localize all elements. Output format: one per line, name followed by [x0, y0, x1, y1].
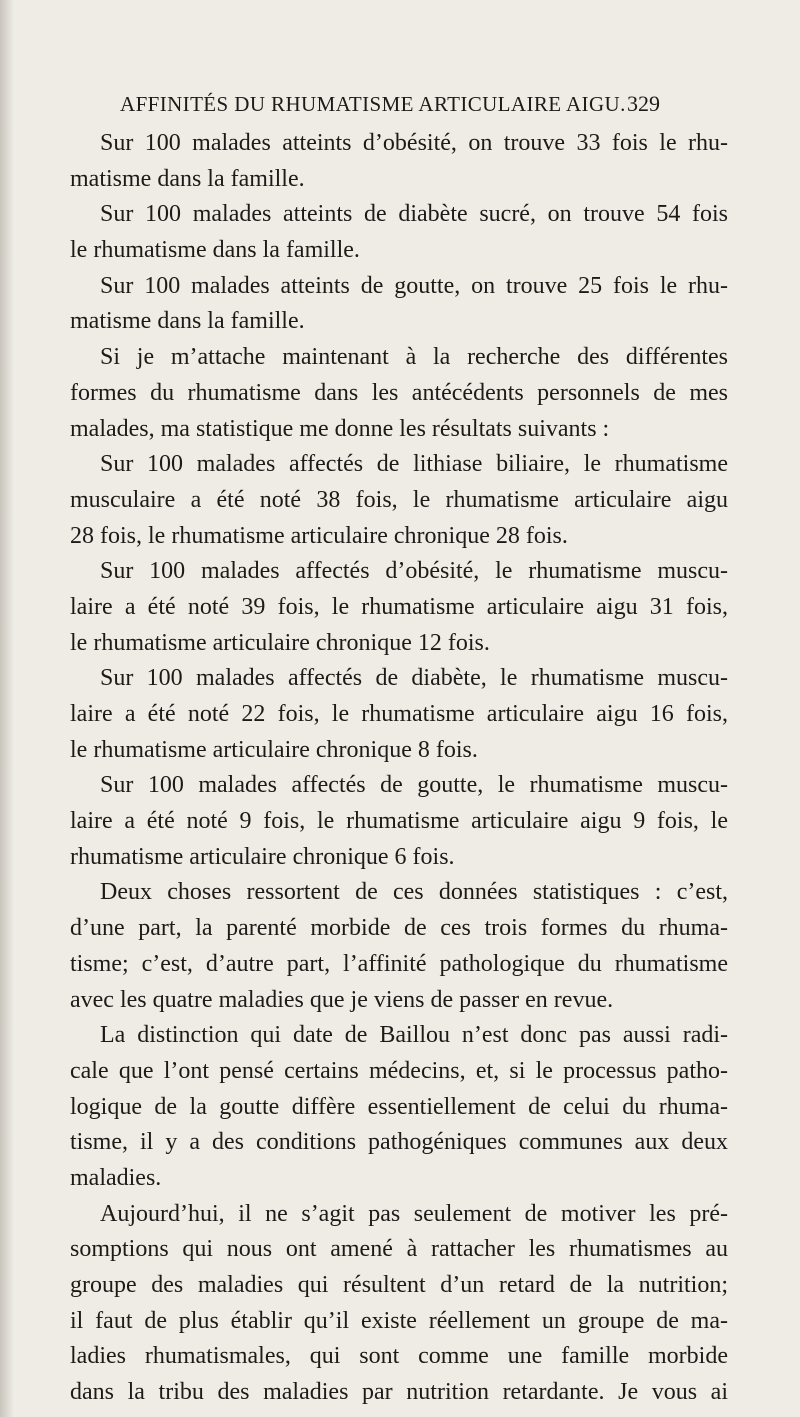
text-line: formes du rhumatisme dans les antécédents personnels de mes — [70, 379, 728, 406]
text-line: d’une part, la parenté morbide de ces trois formes du rhuma- — [70, 915, 728, 942]
text-line: le rhumatisme dans la famille. — [70, 237, 360, 264]
page-header — [120, 92, 660, 122]
text-line: laire a été noté 39 fois, le rhumatisme articulaire aigu 31 fois, — [70, 593, 728, 620]
text-line: Aujourd’hui, il ne s’agit pas seulement de motiver les pré- — [100, 1200, 728, 1227]
text-line: il faut de plus établir qu’il existe réellement un groupe de ma- — [70, 1307, 728, 1334]
text-line: Sur 100 malades affectés de lithiase biliaire, le rhumatisme — [100, 451, 728, 478]
text-line: La distinction qui date de Baillou n’est donc pas aussi radi- — [100, 1022, 728, 1049]
text-line: Sur 100 malades affectés de goutte, le rhumatisme muscu- — [100, 772, 728, 799]
text-line: tisme; c’est, d’autre part, l’affinité pathologique du rhumatisme — [70, 950, 728, 977]
text-line: Sur 100 malades affectés de diabète, le rhumatisme muscu- — [100, 665, 728, 692]
text-line: Deux choses ressortent de ces données statistiques : c’est, — [100, 879, 728, 906]
text-line: ladies rhumatismales, qui sont comme une famille morbide — [70, 1343, 728, 1370]
page-number: 329 — [627, 91, 660, 116]
text-line: Sur 100 malades atteints de goutte, on trouve 25 fois le rhu- — [100, 272, 728, 299]
text-line: malades, ma statistique me donne les résultats suivants : — [70, 415, 610, 442]
text-line: matisme dans la famille. — [70, 308, 305, 335]
text-line: Sur 100 malades atteints d’obésité, on trouve 33 fois le rhu- — [100, 130, 728, 156]
text-line: groupe des maladies qui résultent d’un retard de la nutrition; — [70, 1272, 728, 1298]
text-line: 28 fois, le rhumatisme articulaire chronique 28 fois. — [70, 522, 568, 549]
text-line: Sur 100 malades affectés d’obésité, le rhumatisme muscu- — [100, 558, 728, 585]
text-line: rhumatisme articulaire chronique 6 fois. — [70, 843, 455, 870]
page-body-text — [70, 126, 728, 1411]
text-line: Si je m’attache maintenant à la recherche des différentes — [100, 344, 728, 371]
text-line: Sur 100 malades atteints de diabète sucré, on trouve 54 fois — [100, 201, 728, 228]
text-line: tisme, il y a des conditions pathogéniques communes aux deux — [70, 1129, 728, 1156]
text-line: maladies. — [70, 1164, 162, 1191]
text-line: laire a été noté 22 fois, le rhumatisme articulaire aigu 16 fois, — [70, 701, 728, 727]
text-line: le rhumatisme articulaire chronique 8 fois. — [70, 736, 478, 763]
text-line: logique de la goutte diffère essentiellement de celui du rhuma- — [70, 1093, 728, 1120]
page-binding-shadow — [0, 0, 14, 1417]
text-line: matisme dans la famille. — [70, 165, 305, 192]
text-line: musculaire a été noté 38 fois, le rhumatisme articulaire aigu — [70, 486, 728, 513]
text-line: avec les quatre maladies que je viens de passer en revue. — [70, 986, 614, 1013]
text-line: laire a été noté 9 fois, le rhumatisme articulaire aigu 9 fois, le — [70, 808, 728, 835]
running-head: AFFINITÉS DU RHUMATISME ARTICULAIRE AIGU. — [120, 92, 626, 116]
text-line: le rhumatisme articulaire chronique 12 fois. — [70, 629, 490, 656]
text-line: somptions qui nous ont amené à rattacher les rhumatismes au — [70, 1236, 728, 1263]
text-line: cale que l’ont pensé certains médecins, et, si le processus patho- — [70, 1057, 728, 1084]
text-line: dans la tribu des maladies par nutrition retardante. Je vous ai — [70, 1379, 728, 1406]
